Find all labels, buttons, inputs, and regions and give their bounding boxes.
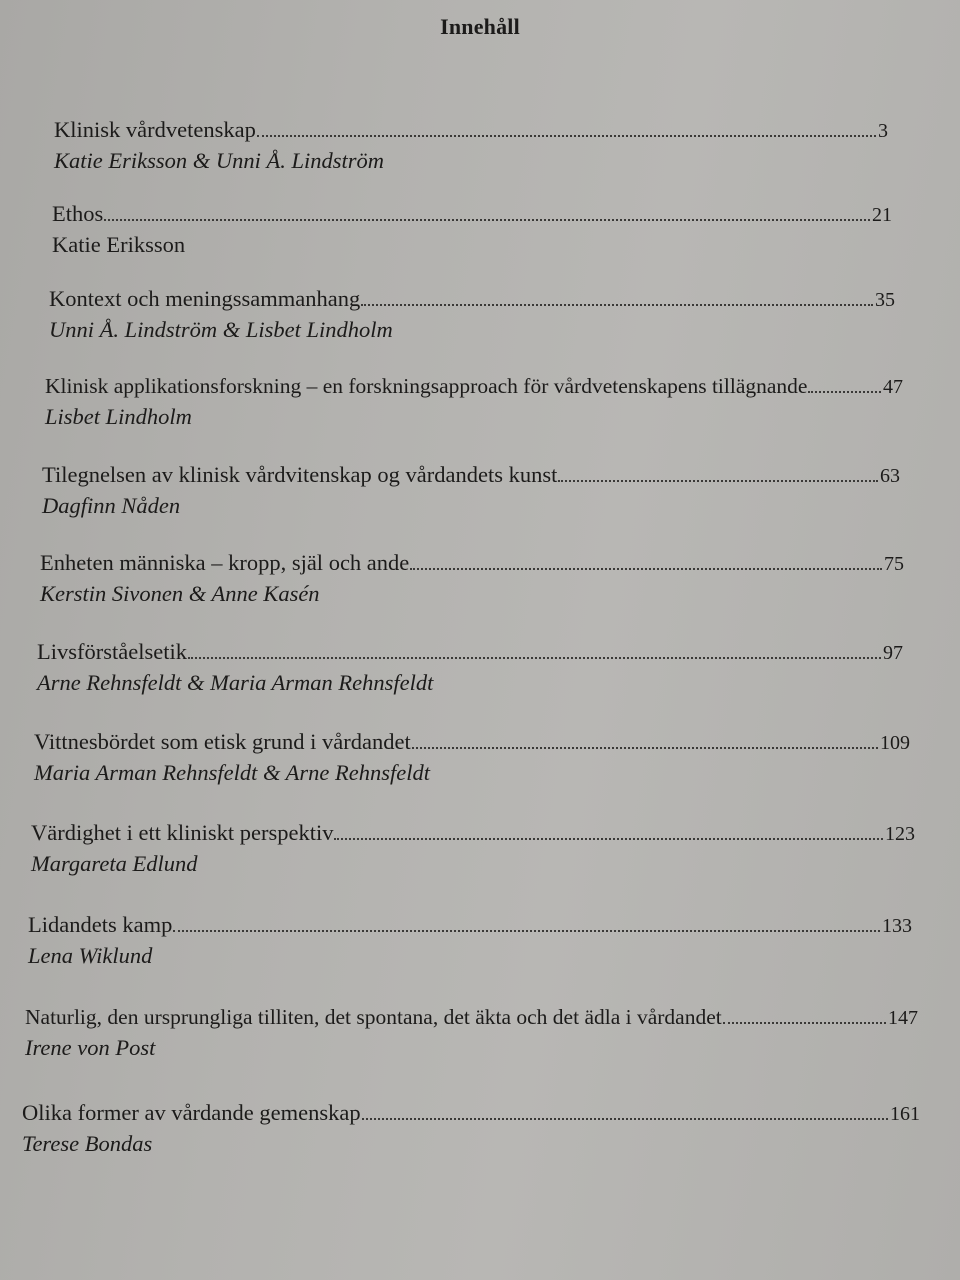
toc-page-number: 147 xyxy=(888,1007,918,1029)
toc-page-number: 75 xyxy=(884,553,904,575)
toc-title-line xyxy=(40,548,904,579)
dot-leader xyxy=(173,930,880,932)
toc-page-number: 3 xyxy=(878,120,888,142)
toc-author: Unni Å. Lindström & Lisbet Lindholm xyxy=(49,317,393,342)
toc-title-line xyxy=(25,1002,918,1033)
dot-leader xyxy=(188,657,881,659)
toc-title: Naturlig, den ursprungliga tilliten, det spontana, det äkta och det ädla i vårdandet xyxy=(25,1005,722,1029)
toc-entry xyxy=(49,284,895,354)
toc-author: Irene von Post xyxy=(25,1035,156,1060)
toc-title: Klinisk vårdvetenskap xyxy=(54,117,256,142)
dot-leader xyxy=(808,391,881,393)
toc-entry xyxy=(52,199,892,269)
toc-title-line xyxy=(22,1098,920,1129)
toc-page-number: 47 xyxy=(883,376,903,398)
dot-leader xyxy=(361,304,873,306)
dot-leader xyxy=(334,838,883,840)
toc-author: Margareta Edlund xyxy=(31,851,198,876)
toc-author: Lena Wiklund xyxy=(28,943,153,968)
toc-entry xyxy=(34,727,910,797)
dot-leader xyxy=(104,219,870,221)
dot-leader xyxy=(412,747,878,749)
dot-leader xyxy=(257,135,876,137)
toc-author: Lisbet Lindholm xyxy=(45,404,192,429)
toc-entry xyxy=(28,910,912,980)
toc-page-number: 133 xyxy=(882,915,912,937)
toc-entry xyxy=(22,1098,920,1168)
toc-author: Katie Eriksson xyxy=(52,232,186,257)
toc-title: Olika former av vårdande gemenskap xyxy=(22,1100,361,1125)
toc-title: Klinisk applikationsforskning – en forskningsapproach för vårdvetenskapens tillägnande xyxy=(45,374,808,398)
toc-title-line xyxy=(28,910,912,941)
toc-author: Kerstin Sivonen & Anne Kasén xyxy=(40,581,320,606)
toc-title-line xyxy=(37,637,903,668)
toc-page-number: 109 xyxy=(880,732,910,754)
dot-leader xyxy=(362,1118,888,1120)
dot-leader xyxy=(558,480,878,482)
toc-author: Dagfinn Nåden xyxy=(42,493,181,518)
dot-leader xyxy=(723,1022,886,1024)
toc-title: Enheten människa – kropp, själ och ande xyxy=(40,550,410,575)
toc-title-line xyxy=(52,199,892,230)
dot-leader xyxy=(410,568,882,570)
toc-author: Maria Arman Rehnsfeldt & Arne Rehnsfeldt xyxy=(34,760,431,785)
toc-entry xyxy=(54,115,888,185)
toc-entry xyxy=(45,371,903,441)
toc-title-line xyxy=(42,460,900,491)
toc-title: Vittnesbördet som etisk grund i vårdandet xyxy=(34,729,411,754)
toc-title: Livsförståelsetik xyxy=(37,639,187,664)
toc-title-line xyxy=(45,371,903,402)
toc-title: Tilegnelsen av klinisk vårdvitenskap og vårdandets kunst xyxy=(42,462,558,487)
toc-title-line xyxy=(54,115,888,146)
toc-author: Katie Eriksson & Unni Å. Lindström xyxy=(54,148,385,173)
toc-entry xyxy=(37,637,903,707)
toc-title: Värdighet i ett kliniskt perspektiv xyxy=(31,820,334,845)
toc-page-number: 123 xyxy=(885,823,915,845)
toc-title-line xyxy=(31,818,915,849)
toc-page-number: 63 xyxy=(880,465,900,487)
toc-entry xyxy=(42,460,900,530)
page-title: Innehåll xyxy=(440,14,520,39)
toc-title: Kontext och meningssammanhang xyxy=(49,286,361,311)
toc-entry xyxy=(25,1002,918,1072)
toc-title: Lidandets kamp xyxy=(28,912,173,937)
toc-author: Terese Bondas xyxy=(22,1131,153,1156)
toc-page-number: 21 xyxy=(872,204,892,226)
toc-page-number: 97 xyxy=(883,642,903,664)
toc-page-number: 161 xyxy=(890,1103,920,1125)
toc-page-number: 35 xyxy=(875,289,895,311)
toc-title: Ethos xyxy=(52,201,104,226)
toc-title-line xyxy=(34,727,910,758)
toc-title-line xyxy=(49,284,895,315)
toc-entry xyxy=(31,818,915,888)
toc-entry xyxy=(40,548,904,618)
toc-author: Arne Rehnsfeldt & Maria Arman Rehnsfeldt xyxy=(37,670,434,695)
